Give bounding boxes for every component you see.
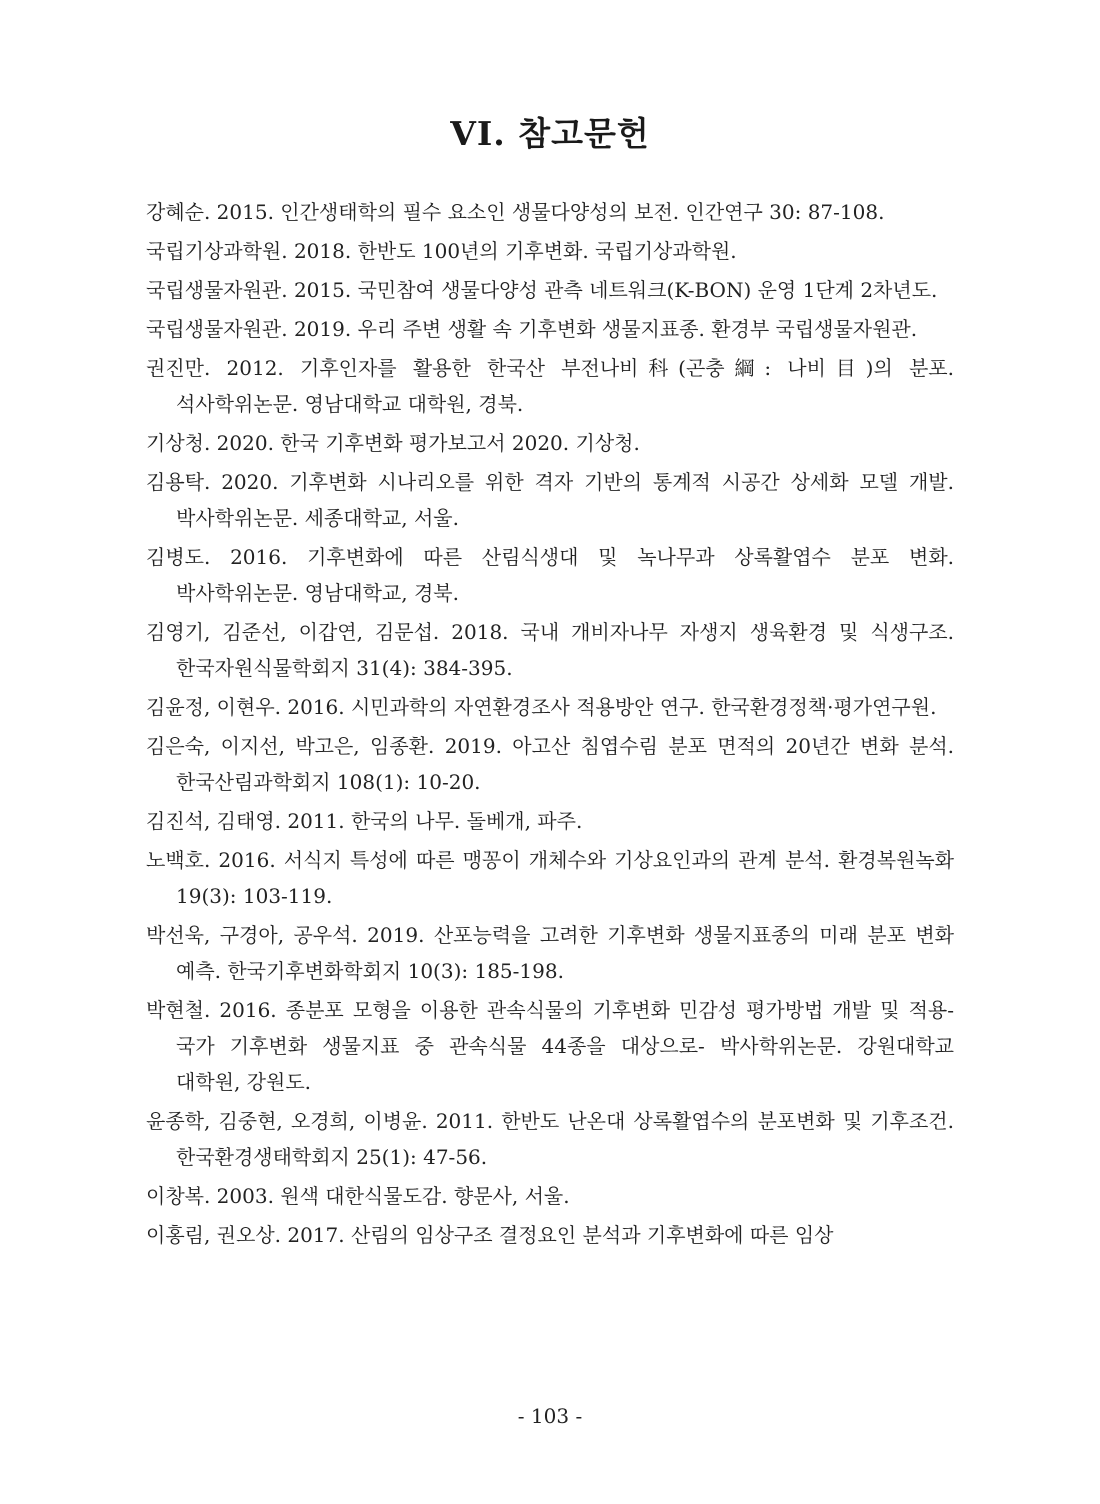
reference-item: 김병도. 2016. 기후변화에 따른 산림식생대 및 녹나무과 상록활엽수 분포 변화. 박사학위논문. 영남대학교, 경북. [146, 545, 954, 605]
reference-item: 윤종학, 김중현, 오경희, 이병윤. 2011. 한반도 난온대 상록활엽수의 분포변화 및 기후조건. 한국환경생태학회지 25(1): 47-56. [146, 1109, 954, 1169]
reference-item: 국립생물자원관. 2019. 우리 주변 생활 속 기후변화 생물지표종. 환경부 국립생물자원관. [146, 317, 918, 341]
reference-item: 김용탁. 2020. 기후변화 시나리오를 위한 격자 기반의 통계적 시공간 상세화 모델 개발. 박사학위논문. 세종대학교, 서울. [146, 470, 954, 530]
reference-item: 기상청. 2020. 한국 기후변화 평가보고서 2020. 기상청. [146, 431, 640, 455]
reference-item: 강혜순. 2015. 인간생태학의 필수 요소인 생물다양성의 보전. 인간연구 30: 87-108. [146, 200, 885, 224]
reference-list [146, 194, 954, 1256]
reference-item: 국립생물자원관. 2015. 국민참여 생물다양성 관측 네트워크(K-BON) 운영 1단계 2차년도. [146, 278, 938, 302]
reference-item: 김영기, 김준선, 이갑연, 김문섭. 2018. 국내 개비자나무 자생지 생육환경 및 식생구조. 한국자원식물학회지 31(4): 384-395. [146, 620, 954, 680]
reference-item: 이창복. 2003. 원색 대한식물도감. 향문사, 서울. [146, 1184, 570, 1208]
reference-item: 박선욱, 구경아, 공우석. 2019. 산포능력을 고려한 기후변화 생물지표종의 미래 분포 변화 예측. 한국기후변화학회지 10(3): 185-198. [146, 923, 954, 983]
reference-item: 권진만. 2012. 기후인자를 활용한 한국산 부전나비科(곤충綱: 나비目)의 분포. 석사학위논문. 영남대학교 대학원, 경북. [146, 356, 954, 416]
page-title: VI. 참고문헌 [450, 114, 650, 153]
reference-item: 김윤정, 이현우. 2016. 시민과학의 자연환경조사 적용방안 연구. 한국환경정책·평가연구원. [146, 695, 937, 719]
reference-item: 김은숙, 이지선, 박고은, 임종환. 2019. 아고산 침엽수림 분포 면적의 20년간 변화 분석. 한국산림과학회지 108(1): 10-20. [146, 734, 954, 794]
reference-item: 이홍림, 권오상. 2017. 산림의 임상구조 결정요인 분석과 기후변화에 따른 임상 [146, 1223, 834, 1247]
reference-item: 국립기상과학원. 2018. 한반도 100년의 기후변화. 국립기상과학원. [146, 239, 737, 263]
page-number: - 103 - [517, 1404, 583, 1428]
reference-item: 박현철. 2016. 종분포 모형을 이용한 관속식물의 기후변화 민감성 평가방법 개발 및 적용-국가 기후변화 생물지표 중 관속식물 44종을 대상으로- 박사학위논문. 강원대학교 대학원, 강원도. [146, 998, 954, 1094]
reference-item: 김진석, 김태영. 2011. 한국의 나무. 돌베개, 파주. [146, 809, 583, 833]
reference-item: 노백호. 2016. 서식지 특성에 따른 맹꽁이 개체수와 기상요인과의 관계 분석. 환경복원녹화 19(3): 103-119. [146, 848, 954, 908]
